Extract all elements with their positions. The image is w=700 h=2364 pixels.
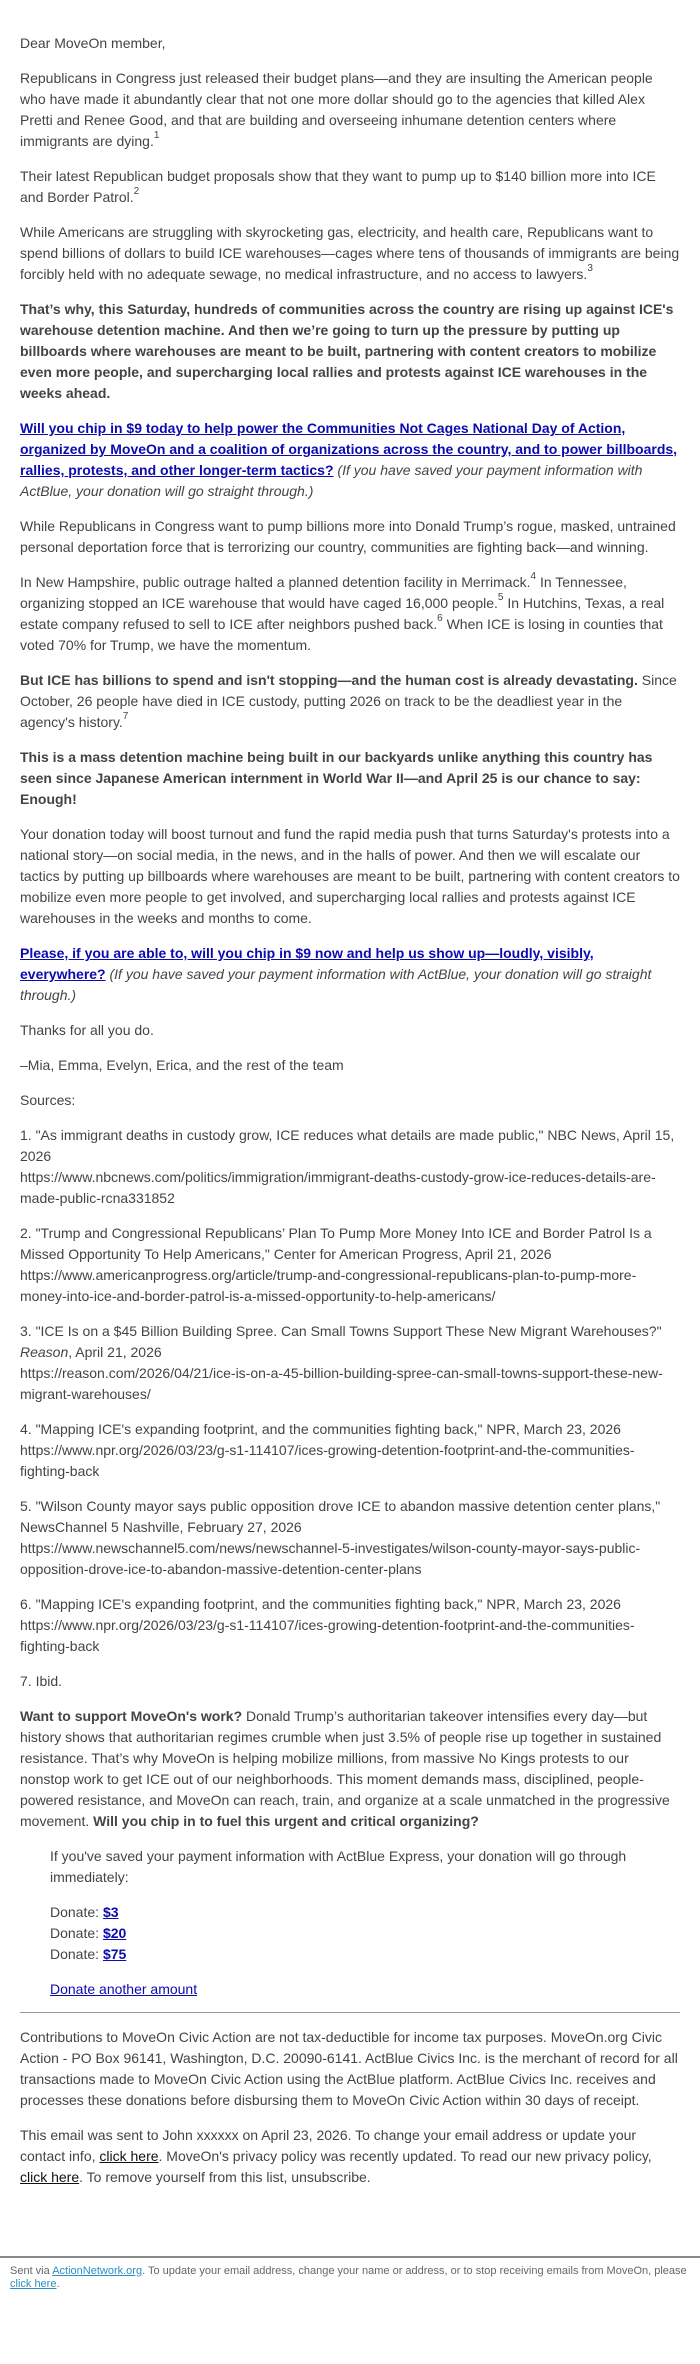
- footnote-ref: 3: [587, 263, 593, 274]
- donate-3-link[interactable]: $3: [102, 1904, 119, 1920]
- chip-in-9-now-link[interactable]: Please, if you are able to, will you chip in $9 now and help us show up—loudly, visibly, everywhere?: [20, 945, 594, 982]
- footnote-ref: 2: [133, 186, 140, 197]
- paragraph-enough: This is a mass detention machine being built in our backyards unlike anything this country has seen since Japanese American internment in World War II—and April 25 is our chance to say: Enough!: [20, 749, 653, 807]
- paragraph-saturday: That’s why, this Saturday, hundreds of communities across the country are rising up against ICE's warehouse detention machine. And then we’re going to turn up the pressure by putting up billboards where warehouses are meant to be built, partnering with content creators to mobilize even more people, and supercharging local rallies and protests against ICE warehouses in the weeks ahead.: [20, 301, 674, 401]
- divider: [20, 2012, 680, 2013]
- chip-in-9-link[interactable]: Will you chip in $9 today to help power the Communities Not Cages National Day of Action, organized by MoveOn and a coalition of organizations across the country, and to power billboards, rallies, protests, and other longer-term tactics?: [20, 420, 678, 478]
- paragraph-wins: In New Hampshire, public outrage halted a planned detention facility in Merrimack.$^4$ In Tennessee, organizing stopped an ICE warehouse that would have caged 16,000 people.$^5$ In Hutchins, Texas, a real estate company refused to sell to ICE after neighbors pushed back.$^6$ When ICE is losing in counties that voted 70% for Trump, we have the momentum.: [20, 571, 665, 653]
- paragraph-fighting-back: While Republicans in Congress want to pump billions more into Donald Trump’s rogue, masked, untrained personal deportation force that is terrorizing our country, communities are fighting back—and winning.: [20, 518, 676, 555]
- sources-list: [20, 1125, 680, 1692]
- donate-20-link[interactable]: $20: [102, 1925, 127, 1941]
- donate-75-link[interactable]: $75: [102, 1946, 127, 1962]
- sources-label: Sources:: [20, 1092, 76, 1108]
- footnote-ref: 1: [153, 130, 160, 141]
- legal-disclaimer: Contributions to MoveOn Civic Action are not tax-deductible for income tax purposes. MoveOn.org Civic Action - PO Box 96141, Washington, D.C. 20090-6141. ActBlue Civics Inc. is the merchant of record for all transactions made to MoveOn Civic Action using the ActBlue platform. ActBlue Civics Inc. receives and processes these donations before disbursing them to MoveOn Civic Action within 30 days of receipt.: [20, 2029, 678, 2108]
- thanks: Thanks for all you do.: [20, 1022, 154, 1038]
- donate-other-amount-link[interactable]: Donate another amount: [50, 1981, 198, 1997]
- donation-ask-2: Please, if you are able to, will you chip in $9 now and help us show up—loudly, visibly, everywhere? (If you have saved your payment information with ActBlue, your donation will go straight through.): [20, 945, 652, 1003]
- greeting: Dear MoveOn member,: [20, 35, 166, 51]
- manage-subscription-link[interactable]: click here: [10, 2278, 57, 2290]
- donate-block: [20, 1846, 680, 2000]
- support-paragraph: Want to support MoveOn's work? Donald Trump’s authoritarian takeover intensifies every day—but history shows that authoritarian regimes crumble when just 3.5% of people rise up together in sustained resistance. That’s why MoveOn is helping mobilize millions, from massive No Kings protests to our nonstop work to get ICE out of our neighborhoods. This moment demands mass, disciplined, people-powered resistance, and MoveOn can reach, train, and organize at a scale unmatched in the progressive movement. Will you chip in to fuel this urgent and critical organizing?: [20, 1708, 670, 1829]
- action-network-footer: Sent via ActionNetwork.org. To update your email address, change your name or address, or to stop receiving emails from MoveOn, please click here.: [0, 2256, 700, 2321]
- source-item: 2. "Trump and Congressional Republicans’ Plan To Pump More Money Into ICE and Border Patrol Is a Missed Opportunity To Help Americans," Center for American Progress, April 21, 2026 https://www.americanprogress.org/article/trump-and-congressional-republicans-plan-to-pump-more-money-into-ice-and-border-patrol-is-a-missed-opportunity-to-help-americans/: [20, 1225, 652, 1304]
- donate-row: Donate: $20: [50, 1925, 127, 1941]
- sent-to-notice: This email was sent to John xxxxxx on April 23, 2026. To change your email address or update your contact info, click here. MoveOn's privacy policy was recently updated. To read our new privacy policy, click here. To remove yourself from this list, unsubscribe.: [20, 2127, 652, 2185]
- donate-row: Donate: $3: [50, 1904, 119, 1920]
- donate-intro: If you've saved your payment information with ActBlue Express, your donation will go through immediately:: [50, 1848, 627, 1885]
- source-item: 7. Ibid.: [20, 1673, 63, 1689]
- action-network-link[interactable]: ActionNetwork.org: [52, 2265, 143, 2277]
- privacy-policy-link[interactable]: click here: [20, 2169, 80, 2185]
- source-item: 6. "Mapping ICE's expanding footprint, and the communities fighting back," NPR, March 23, 2026 https://www.npr.org/2026/03/23/g-s1-114107/ices-growing-detention-footprint-and-the-communities-fighting-back: [20, 1596, 635, 1654]
- update-contact-link[interactable]: click here: [99, 2148, 159, 2164]
- signoff: –Mia, Emma, Evelyn, Erica, and the rest of the team: [20, 1057, 344, 1073]
- paragraph-budget: Republicans in Congress just released their budget plans—and they are insulting the American people who have made it abundantly clear that not one more dollar should go to the agencies that killed Alex Pretti and Renee Good, and that are building and overseeing inhumane detention centers where immigrants are dying.$^1$: [20, 70, 653, 149]
- paragraph-human-cost: But ICE has billions to spend and isn't stopping—and the human cost is already devastating. Since October, 26 people have died in ICE custody, putting 2026 on track to be the deadliest year in the agency's history.$^7$: [20, 672, 677, 730]
- source-item: 4. "Mapping ICE's expanding footprint, and the communities fighting back," NPR, March 23, 2026 https://www.npr.org/2026/03/23/g-s1-114107/ices-growing-detention-footprint-and-the-communities-fighting-back: [20, 1421, 635, 1479]
- paragraph-donation-impact: Your donation today will boost turnout and fund the rapid media push that turns Saturday's protests into a national story—on social media, in the news, and in the halls of power. And then we will escalate our tactics by putting up billboards where warehouses are meant to be built, partnering with content creators to mobilize even more people to get involved, and supercharging local rallies and protests against ICE warehouses in the weeks and months to come.: [20, 826, 680, 926]
- source-item: 5. "Wilson County mayor says public opposition drove ICE to abandon massive detention center plans," NewsChannel 5 Nashville, February 27, 2026 https://www.newschannel5.com/news/newschannel-5-investigates/wilson-county-mayor-says-public-opposition-drove-ice-to-abandon-massive-detention-center-plans: [20, 1498, 661, 1577]
- donation-ask-1: Will you chip in $9 today to help power the Communities Not Cages National Day of Action, organized by MoveOn and a coalition of organizations across the country, and to power billboards, rallies, protests, and other longer-term tactics? (If you have saved your payment information with ActBlue, your donation will go straight through.): [20, 420, 678, 499]
- paragraph-warehouses: While Americans are struggling with skyrocketing gas, electricity, and health care, Republicans want to spend billions of dollars to build ICE warehouses—cages where tens of thousands of immigrants are being forcibly held with no adequate sewage, no medical infrastructure, and no access to lawyers.$^3$: [20, 224, 680, 282]
- donate-row: Donate: $75: [50, 1946, 127, 1962]
- source-item: 3. "ICE Is on a $45 Billion Building Spree. Can Small Towns Support These New Migrant Warehouses?" Reason, April 21, 2026 https://reason.com/2026/04/21/ice-is-on-a-45-billion-building-spree-can-small-towns-support-these-new-migrant-warehouses/: [20, 1323, 663, 1402]
- source-item: 1. "As immigrant deaths in custody grow, ICE reduces what details are made public," NBC News, April 15, 2026 https://www.nbcnews.com/politics/immigration/immigrant-deaths-custody-grow-ice-reduces-details-are-made-public-rcna331852: [20, 1127, 675, 1206]
- paragraph-proposals: Their latest Republican budget proposals show that they want to pump up to $140 billion more into ICE and Border Patrol.$^2$: [20, 168, 656, 205]
